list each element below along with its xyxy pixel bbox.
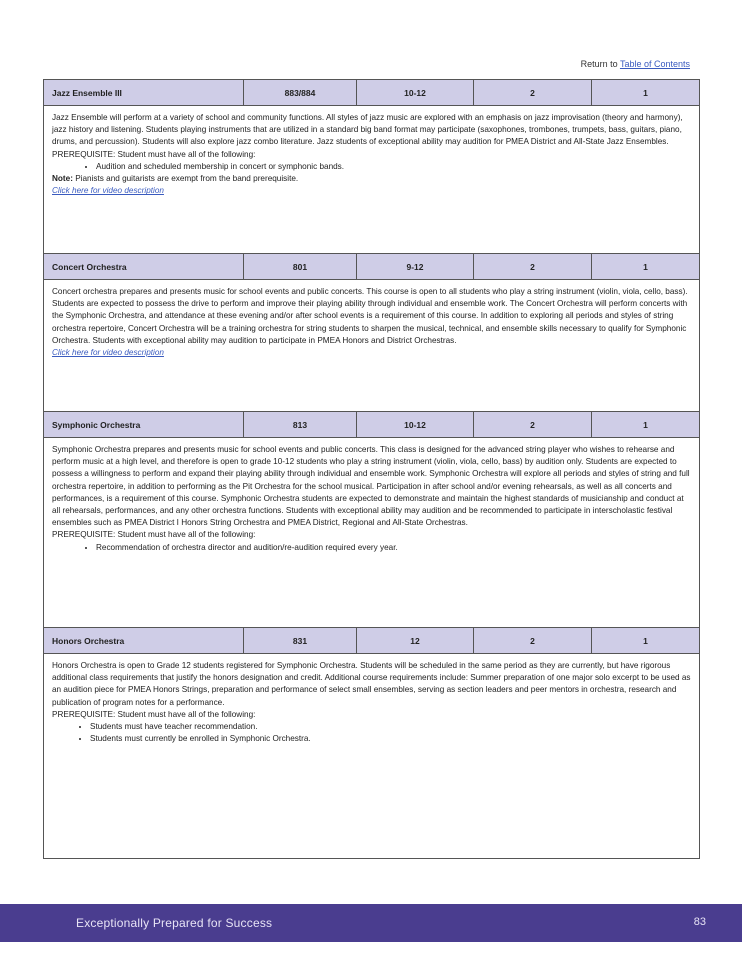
- prerequisite-item: • Students must currently be enrolled in Symphonic Orchestra.: [90, 733, 691, 745]
- course-credits: 2: [474, 254, 592, 279]
- prerequisite-item: • Students must have teacher recommendation.: [90, 721, 691, 733]
- course-col5: 1: [643, 419, 648, 430]
- prerequisite-text: PREREQUISITE: Student must have all of the following:: [52, 530, 256, 540]
- prerequisite-list: [52, 542, 691, 554]
- course-grades: 12: [357, 628, 474, 653]
- course-credits: 2: [474, 80, 592, 105]
- course-description: [44, 654, 699, 858]
- course-description: [44, 280, 699, 411]
- course-name: Concert Orchestra: [44, 254, 244, 279]
- course-code: 813: [244, 412, 357, 437]
- course-code: 801: [244, 254, 357, 279]
- note-line: [52, 173, 691, 185]
- video-link[interactable]: Click here for video description: [52, 348, 164, 358]
- course-credits: 2: [474, 412, 592, 437]
- course-col5: 1: [643, 87, 648, 98]
- prerequisite-text: PREREQUISITE: Student must have all of the following:: [52, 709, 256, 719]
- course-name: Symphonic Orchestra: [44, 412, 244, 437]
- course-description: [44, 106, 699, 254]
- note-label: Note:: [52, 174, 73, 184]
- description-text: Jazz Ensemble will perform at a variety of school and community functions. All styles of jazz music are explored with an emphasis on jazz improvisation (theory and harmony), jazz history and listening. Students playing instruments that are utilized in a standard big band format may participate (saxophones, trombones, trumpets, bass, guitars, piano, drums, and percussion). Students will also explore jazz combo literature. Jazz students of exceptional ability may audition for PMEA District and All-State Jazz Ensembles.: [52, 113, 683, 147]
- course-block-concert-orchestra: [43, 253, 700, 412]
- page-footer: [0, 904, 742, 942]
- course-name: Jazz Ensemble III: [44, 80, 244, 105]
- course-description: [44, 438, 699, 627]
- course-col5: 1: [643, 261, 648, 272]
- course-name: Honors Orchestra: [44, 628, 244, 653]
- course-credits: 2: [474, 628, 592, 653]
- course-code: 831: [244, 628, 357, 653]
- course-header-row: [44, 254, 699, 280]
- course-block-honors-orchestra: [43, 627, 700, 859]
- note-text: Pianists and guitarists are exempt from the band prerequisite.: [72, 174, 299, 184]
- footer-slogan: Exceptionally Prepared for Success: [76, 916, 273, 930]
- course-block-jazz-ensemble: [43, 79, 700, 255]
- page-number: 83: [693, 916, 706, 928]
- course-grades: 10-12: [357, 412, 474, 437]
- return-prefix: Return to: [580, 59, 620, 69]
- course-code: 883/884: [244, 80, 357, 105]
- course-grades: 10-12: [357, 80, 474, 105]
- prerequisite-item: • Audition and scheduled membership in concert or symphonic bands.: [96, 161, 691, 173]
- course-header-row: [44, 628, 699, 654]
- description-text: Honors Orchestra is open to Grade 12 students registered for Symphonic Orchestra. Students will be scheduled in the same period as they are currently, but have rigorous additional class requirements that justify the honors designation and credit. Additional course requirements include: Summer preparation of one major solo excerpt to be used as an audition piece for PMEA Honors Strings, preparation and performance of select small ensembles, serving as section leaders and peer mentors in orchestra, research and publication of program notes for a performance.: [52, 661, 691, 707]
- description-text: Concert orchestra prepares and presents music for school events and public concerts. This course is open to all students who play a string instrument (violin, viola, cello, bass). Students are expected to possess the drive to perform and improve their playing ability through individual and ensemble work. The Concert Orchestra will perform concerts with the Symphonic Orchestra, and attendance at these evening and/or after school events is a requirement of this course. In addition to exploring all periods and styles of string orchestra repertoire, Concert Orchestra will be a training orchestra for string students to sharpen the musical, technical, and ensemble skills necessary to qualify for Symphonic Orchestra. Students with exceptional ability may audition to participate in PMEA Honors and District Orchestras.: [52, 287, 688, 345]
- prerequisite-item: • Recommendation of orchestra director and audition/re-audition required every year.: [96, 542, 691, 554]
- course-grades: 9-12: [357, 254, 474, 279]
- table-of-contents-link[interactable]: Table of Contents: [619, 59, 690, 69]
- description-text: Symphonic Orchestra prepares and presents music for school events and public concerts. This class is designed for the advanced string player who wishes to rehearse and perform music at a high level, and therefore is open to grade 10-12 students who play a string instrument (violin, viola, cello, bass) by audition only. Students are expected to possess a willingness to perform and expand their playing ability through individual and ensemble work. Symphonic Orchestra will explore all periods and styles of string and full orchestra repertoire, in addition to performing as the Pit Orchestra for the school musical. Participation in after school and/or evening rehearsals, as well as all concerts and performances, is a requirement of this course. Symphonic Orchestra students are expected to demonstrate and maintain the highest standards of musicianship and conduct at all rehearsals, performances, and any other orchestra functions. Students with exceptional ability may audition and be recommended to participate in interscholastic festival ensembles such as PMEA District I Honors String Orchestra and PMEA District, Regional and All-State Orchestras.: [52, 445, 690, 528]
- prerequisite-text: PREREQUISITE: Student must have all of the following:: [52, 149, 256, 159]
- course-block-symphonic-orchestra: [43, 411, 700, 628]
- course-col5: 1: [643, 635, 648, 646]
- course-header-row: [44, 80, 699, 106]
- course-header-row: [44, 412, 699, 438]
- video-link[interactable]: Click here for video description: [52, 186, 164, 196]
- prerequisite-list: [52, 721, 691, 745]
- return-to-toc: [581, 59, 690, 69]
- prerequisite-list: [52, 161, 691, 173]
